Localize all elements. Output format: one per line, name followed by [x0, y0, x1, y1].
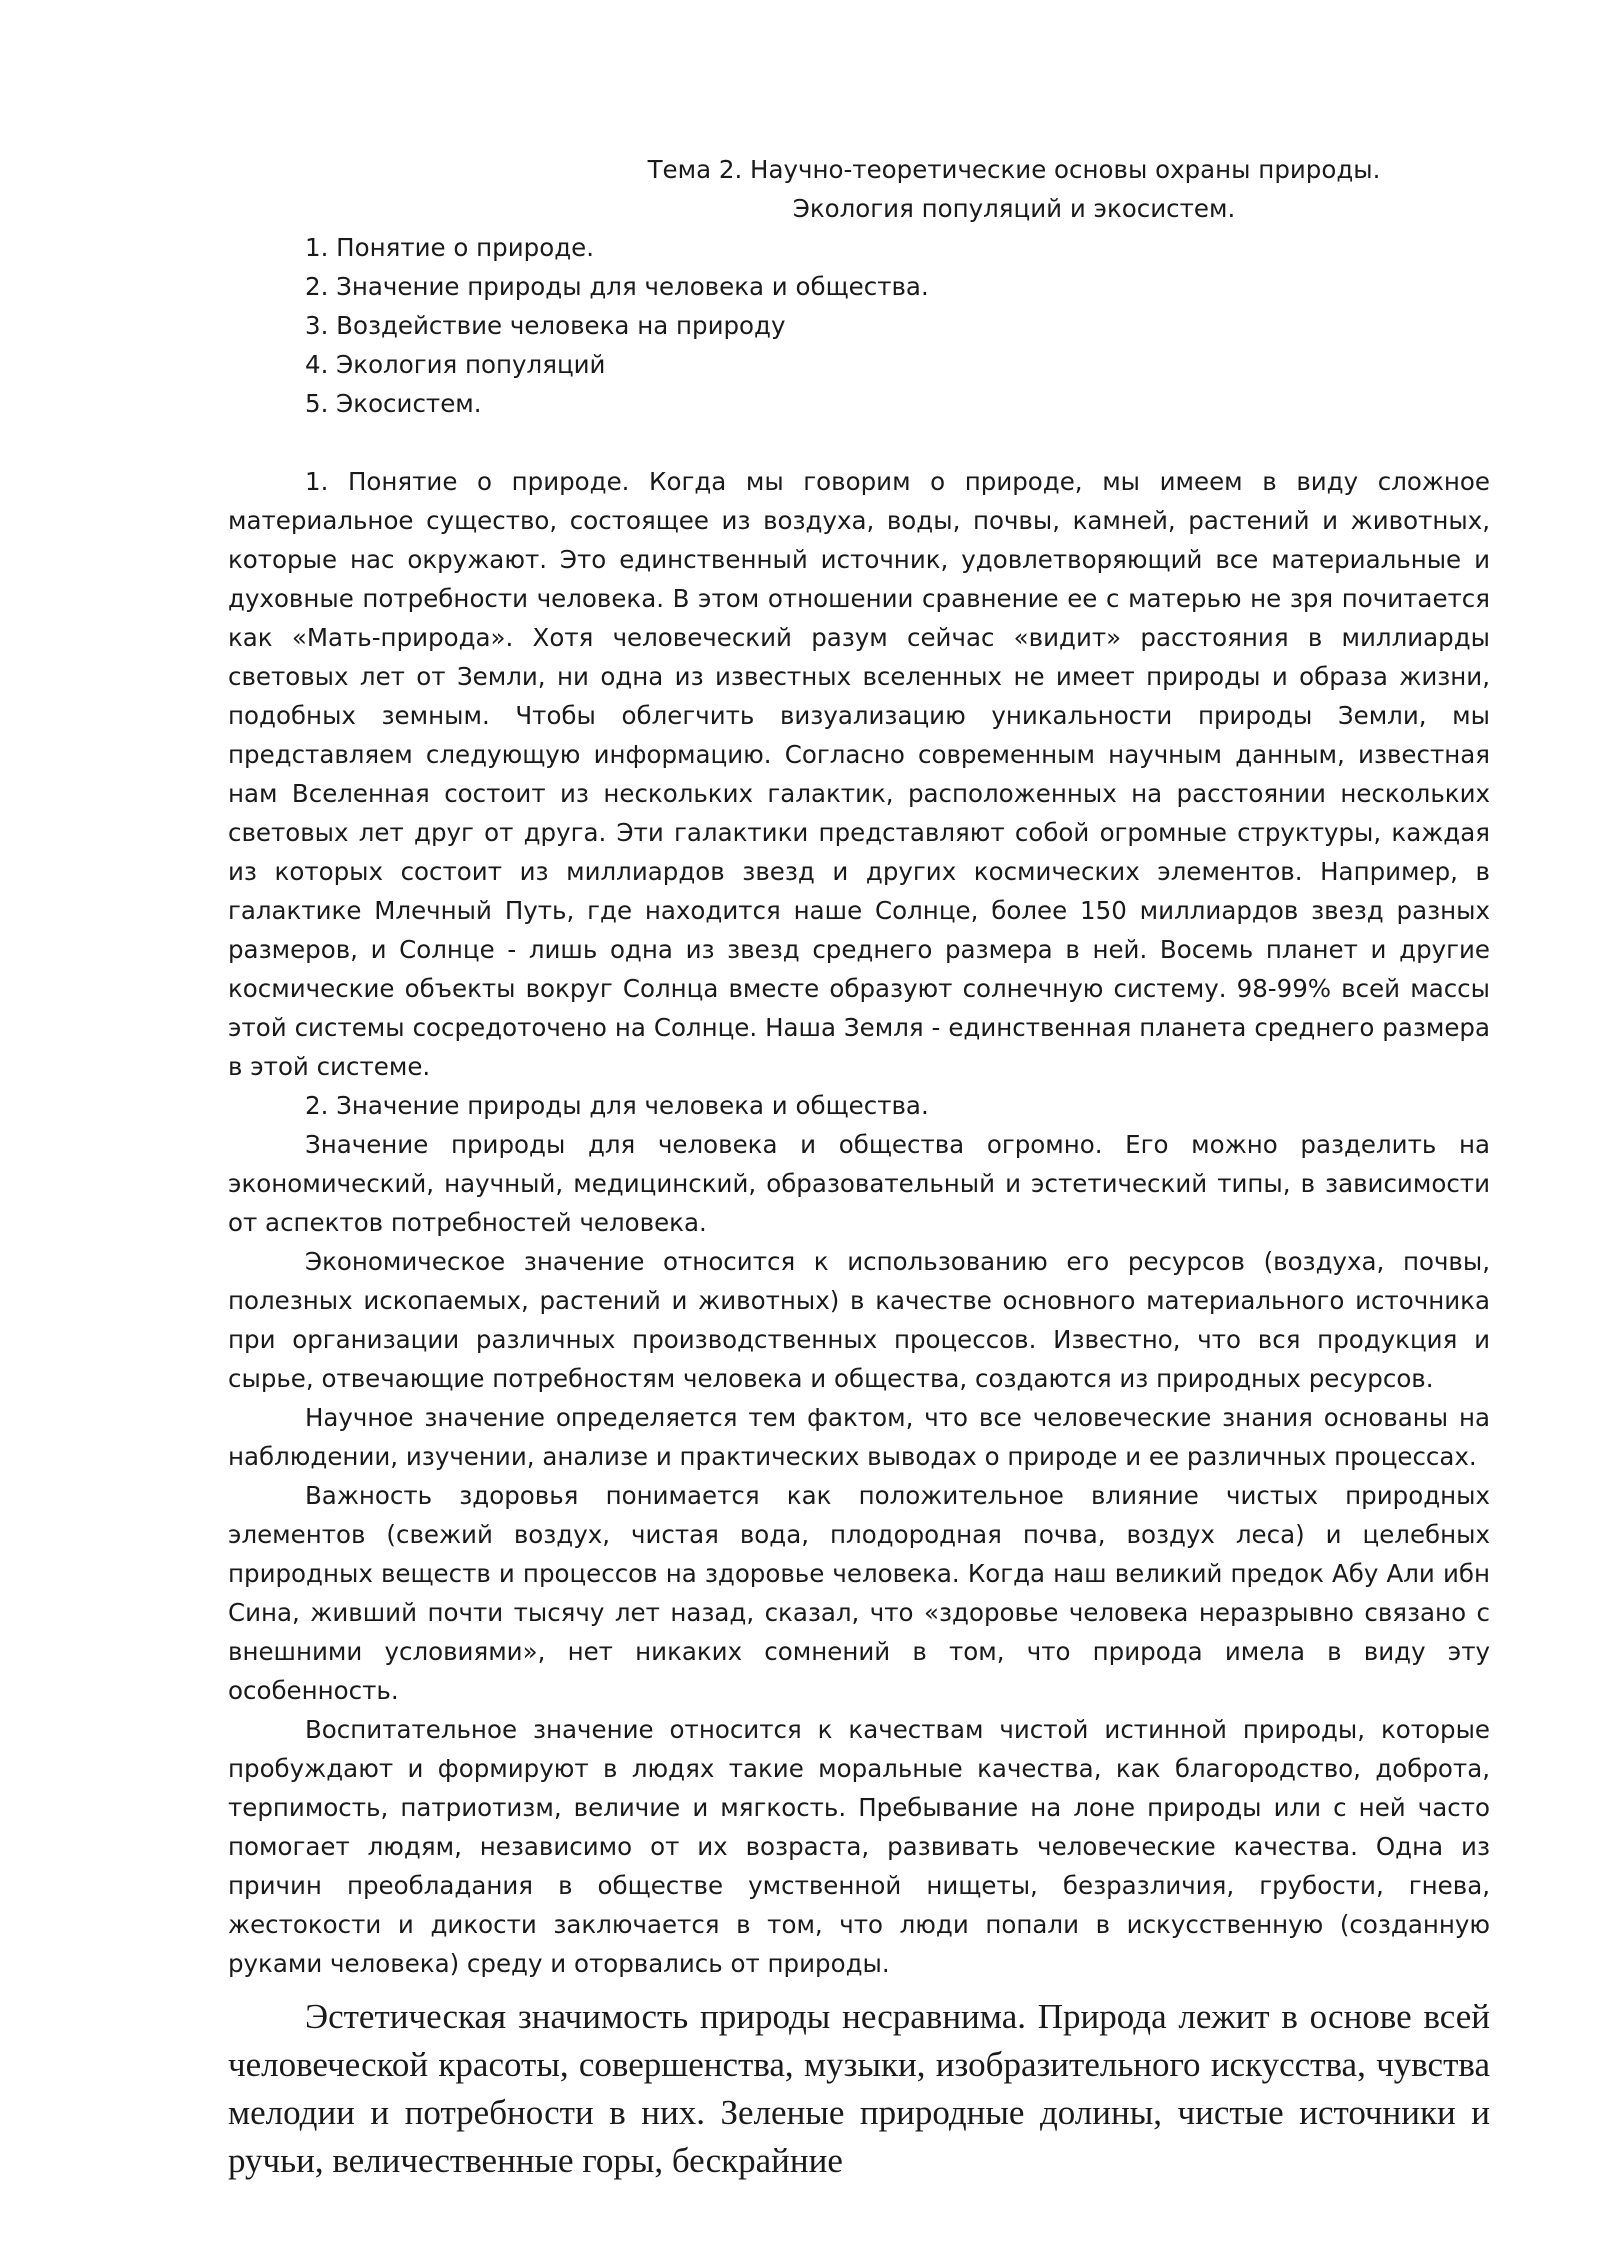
document-body [228, 150, 1490, 2185]
paragraph-importance-overview: Значение природы для человека и общества огромно. Его можно разделить на экономический, научный, медицинский, образовательный и эстетический типы, в зависимости от аспектов потребностей человека. [228, 1130, 1490, 1237]
blank-line [228, 423, 1490, 462]
section-heading-importance: 2. Значение природы для человека и общества. [305, 1091, 929, 1120]
outline-item: 1. Понятие о природе. [305, 233, 594, 262]
paragraph-economic: Экономическое значение относится к использованию его ресурсов (воздуха, почвы, полезных ископаемых, растений и животных) в качестве основного материального источника при организации различных производственных процессов. Известно, что вся продукция и сырье, отвечающие потребностям человека и общества, создаются из природных ресурсов. [228, 1247, 1490, 1393]
outline-item: 3. Воздействие человека на природу [305, 311, 786, 340]
title-line-2: Экология популяций и экосистем. [792, 194, 1236, 223]
document-title [538, 150, 1490, 228]
paragraph-scientific: Научное значение определяется тем фактом, что все человеческие знания основаны на наблюдении, изучении, анализе и практических выводах о природе и ее различных процессах. [228, 1403, 1490, 1471]
outline-item: 5. Экосистем. [305, 389, 482, 418]
title-line-1: Тема 2. Научно-теоретические основы охраны природы. [647, 155, 1381, 184]
outline-item: 2. Значение природы для человека и общества. [305, 272, 929, 301]
paragraph-educational: Воспитательное значение относится к качествам чистой истинной природы, которые пробуждают и формируют в людях такие моральные качества, как благородство, доброта, терпимость, патриотизм, величие и мягкость. Пребывание на лоне природы или с ней часто помогает людям, независимо от их возраста, развивать человеческие качества. Одна из причин преобладания в обществе умственной нищеты, безразличия, грубости, гнева, жестокости и дикости заключается в том, что люди попали в искусственную (созданную руками человека) среду и оторвались от природы. [228, 1715, 1490, 1978]
paragraph-health: Важность здоровья понимается как положительное влияние чистых природных элементов (свежий воздух, чистая вода, плодородная почва, воздух леса) и целебных природных веществ и процессов на здоровье человека. Когда наш великий предок Абу Али ибн Сина, живший почти тысячу лет назад, сказал, что «здоровье человека неразрывно связано с внешними условиями», нет никаких сомнений в том, что природа имела в виду эту особенность. [228, 1481, 1490, 1705]
paragraph-aesthetic: Эстетическая значимость природы несравнима. Природа лежит в основе всей человеческой красоты, совершенства, музыки, изобразительного искусства, чувства мелодии и потребности в них. Зеленые природные долины, чистые источники и ручьи, величественные горы, бескрайние [228, 1997, 1490, 2180]
topic-outline [228, 228, 1490, 423]
outline-item: 4. Экология популяций [305, 350, 606, 379]
paragraph-nature-concept: 1. Понятие о природе. Когда мы говорим о природе, мы имеем в виду сложное материальное существо, состоящее из воздуха, воды, почвы, камней, растений и животных, которые нас окружают. Это единственный источник, удовлетворяющий все материальные и духовные потребности человека. В этом отношении сравнение ее с матерью не зря почитается как «Мать-природа». Хотя человеческий разум сейчас «видит» расстояния в миллиарды световых лет от Земли, ни одна из известных вселенных не имеет природы и образа жизни, подобных земным. Чтобы облегчить визуализацию уникальности природы Земли, мы представляем следующую информацию. Согласно современным научным данным, известная нам Вселенная состоит из нескольких галактик, расположенных на расстоянии нескольких световых лет друг от друга. Эти галактики представляют собой огромные структуры, каждая из которых состоит из миллиардов звезд и других космических элементов. Например, в галактике Млечный Путь, где находится наше Солнце, более 150 миллиардов звезд разных размеров, и Солнце - лишь одна из звезд среднего размера в ней. Восемь планет и другие космические объекты вокруг Солнца вместе образуют солнечную систему. 98-99% всей массы этой системы сосредоточено на Солнце. Наша Земля - единственная планета среднего размера в этой системе. [228, 467, 1490, 1081]
